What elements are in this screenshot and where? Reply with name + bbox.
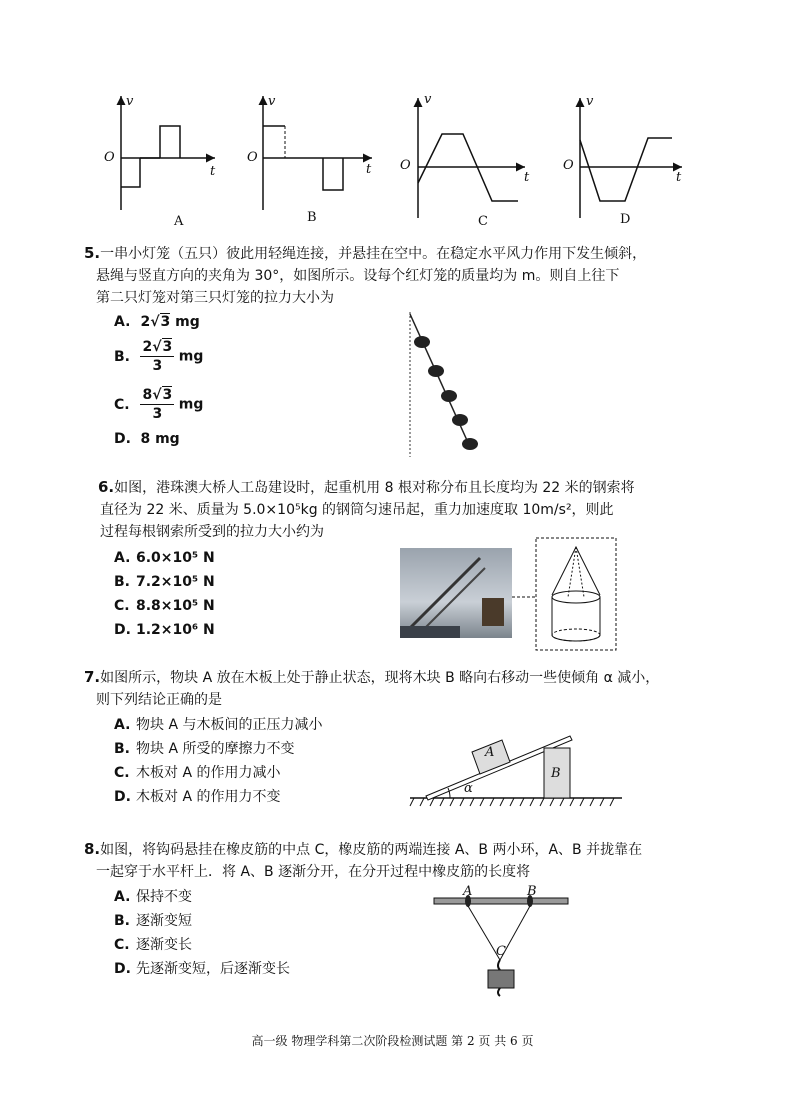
graph-b-origin-label: O xyxy=(247,150,258,165)
question-7-number: 7. xyxy=(84,668,101,686)
question-5 xyxy=(84,242,724,309)
option-c-fraction: $\frac{8√3}{3}$ xyxy=(142,387,173,422)
graph-d-caption: D xyxy=(620,212,631,227)
question-5-number: 5. xyxy=(84,244,101,262)
crane-photo xyxy=(400,548,512,638)
incline-angle-label: α xyxy=(464,781,473,796)
q7-option-b[interactable]: B. 物块 A 所受的摩擦力不变 xyxy=(114,741,295,757)
q6-option-a[interactable]: A. 6.0×10⁵ N xyxy=(114,550,215,566)
graph-b-caption: B xyxy=(307,210,317,225)
question-5-line-3: 第二只灯笼对第三只灯笼的拉力大小为 xyxy=(96,290,334,306)
question-7 xyxy=(84,666,734,711)
graph-d xyxy=(580,98,682,218)
q8-option-a[interactable]: A. 保持不变 xyxy=(114,889,192,905)
graph-c-origin-label: O xyxy=(400,158,411,173)
rubber-band-diagram xyxy=(430,884,570,1002)
question-8 xyxy=(84,838,734,883)
q6-option-c[interactable]: C. 8.8×10⁵ N xyxy=(114,598,215,614)
q8-option-b[interactable]: B. 逐渐变短 xyxy=(114,913,192,929)
q8-option-c[interactable]: C. 逐渐变长 xyxy=(114,937,192,953)
question-8-line-2: 一起穿于水平杆上．将 A、B 逐渐分开，在分开过程中橡皮筋的长度将 xyxy=(96,864,531,880)
ring-b-label: B xyxy=(527,884,537,899)
q8-option-d[interactable]: D. 先逐渐变短，后逐渐变长 xyxy=(114,961,290,977)
q7-option-c[interactable]: C. 木板对 A 的作用力减小 xyxy=(114,765,281,781)
incline-diagram xyxy=(410,728,625,810)
question-8-line-1 xyxy=(84,838,734,861)
cylinder-diagram xyxy=(508,535,618,653)
option-letter: A. xyxy=(114,314,131,330)
graph-a xyxy=(121,96,215,210)
question-5-line-1 xyxy=(84,242,724,265)
question-8-number: 8. xyxy=(84,840,101,858)
option-c-unit: mg xyxy=(178,396,204,413)
graph-a-caption: A xyxy=(174,214,184,229)
graph-a-origin-label: O xyxy=(104,150,115,165)
question-8-text-1: 如图，将钩码悬挂在橡皮筋的中点 C，橡皮筋的两端连接 A、B 两小环，A、B 并拢靠在 xyxy=(100,842,643,858)
graph-b-v-label: v xyxy=(268,94,276,109)
question-6-number: 6. xyxy=(98,478,115,496)
graph-d-t-label: t xyxy=(676,170,682,185)
graph-c xyxy=(418,98,525,218)
question-5-line-2: 悬绳与竖直方向的夹角为 30°，如图所示。设每个红灯笼的质量均为 m。则自上往下 xyxy=(96,268,620,284)
question-6-line-1 xyxy=(98,476,738,499)
question-7-line-2: 则下列结论正确的是 xyxy=(96,692,222,708)
page-footer: 高一级 物理学科第二次阶段检测试题 第 2 页 共 6 页 xyxy=(251,1034,534,1048)
point-c-label: C xyxy=(496,944,506,959)
vt-graphs-row xyxy=(0,0,785,240)
question-7-text-1: 如图所示，物块 A 放在木板上处于静止状态，现将木块 B 略向右移动一些使倾角 α 减小， xyxy=(100,670,660,686)
question-7-line-1 xyxy=(84,666,734,689)
graph-b-t-label: t xyxy=(366,162,372,177)
q7-option-d[interactable]: D. 木板对 A 的作用力不变 xyxy=(114,789,281,805)
vt-graphs-svg xyxy=(0,0,785,240)
incline-block-b-label: B xyxy=(551,766,561,781)
ring-a-label: A xyxy=(463,884,473,899)
q5-option-a[interactable] xyxy=(114,314,200,330)
option-d-value: 8 mg xyxy=(140,431,180,447)
option-b-fraction: $\frac{2√3}{3}$ xyxy=(142,339,173,374)
graph-a-t-label: t xyxy=(210,164,216,179)
q6-option-d[interactable]: D. 1.2×10⁶ N xyxy=(114,622,215,638)
option-b-unit: mg xyxy=(178,348,204,365)
q6-option-b[interactable]: B. 7.2×10⁵ N xyxy=(114,574,215,590)
graph-b xyxy=(263,96,372,210)
question-6-text-1: 如图，港珠澳大桥人工岛建设时，起重机用 8 根对称分布且长度均为 22 米的钢索将 xyxy=(114,480,635,496)
graph-d-v-label: v xyxy=(586,94,594,109)
question-6-line-3: 过程每根钢索所受到的拉力大小约为 xyxy=(100,524,324,540)
q5-option-c[interactable] xyxy=(114,386,203,423)
graph-c-caption: C xyxy=(478,214,488,229)
incline-block-a-label: A xyxy=(485,745,495,760)
option-letter: B. xyxy=(114,348,130,365)
option-a-value: 2√3 mg xyxy=(140,314,200,330)
graph-a-v-label: v xyxy=(126,94,134,109)
option-letter: D. xyxy=(114,431,131,447)
question-6-line-2: 直径为 22 米、质量为 5.0×10⁵kg 的钢筒匀速吊起，重力加速度取 10m/s²，则此 xyxy=(100,502,614,518)
graph-c-v-label: v xyxy=(424,92,432,107)
q7-option-a[interactable]: A. 物块 A 与木板间的正压力减小 xyxy=(114,717,323,733)
lantern-figure xyxy=(400,312,490,462)
q5-option-b[interactable] xyxy=(114,338,203,375)
option-letter: C. xyxy=(114,396,130,413)
question-5-text-1: 一串小灯笼（五只）彼此用轻绳连接，并悬挂在空中。在稳定水平风力作用下发生倾斜， xyxy=(100,246,647,262)
question-6 xyxy=(98,476,738,543)
graph-d-origin-label: O xyxy=(563,158,574,173)
q5-option-d[interactable] xyxy=(114,431,180,447)
graph-c-t-label: t xyxy=(524,170,530,185)
